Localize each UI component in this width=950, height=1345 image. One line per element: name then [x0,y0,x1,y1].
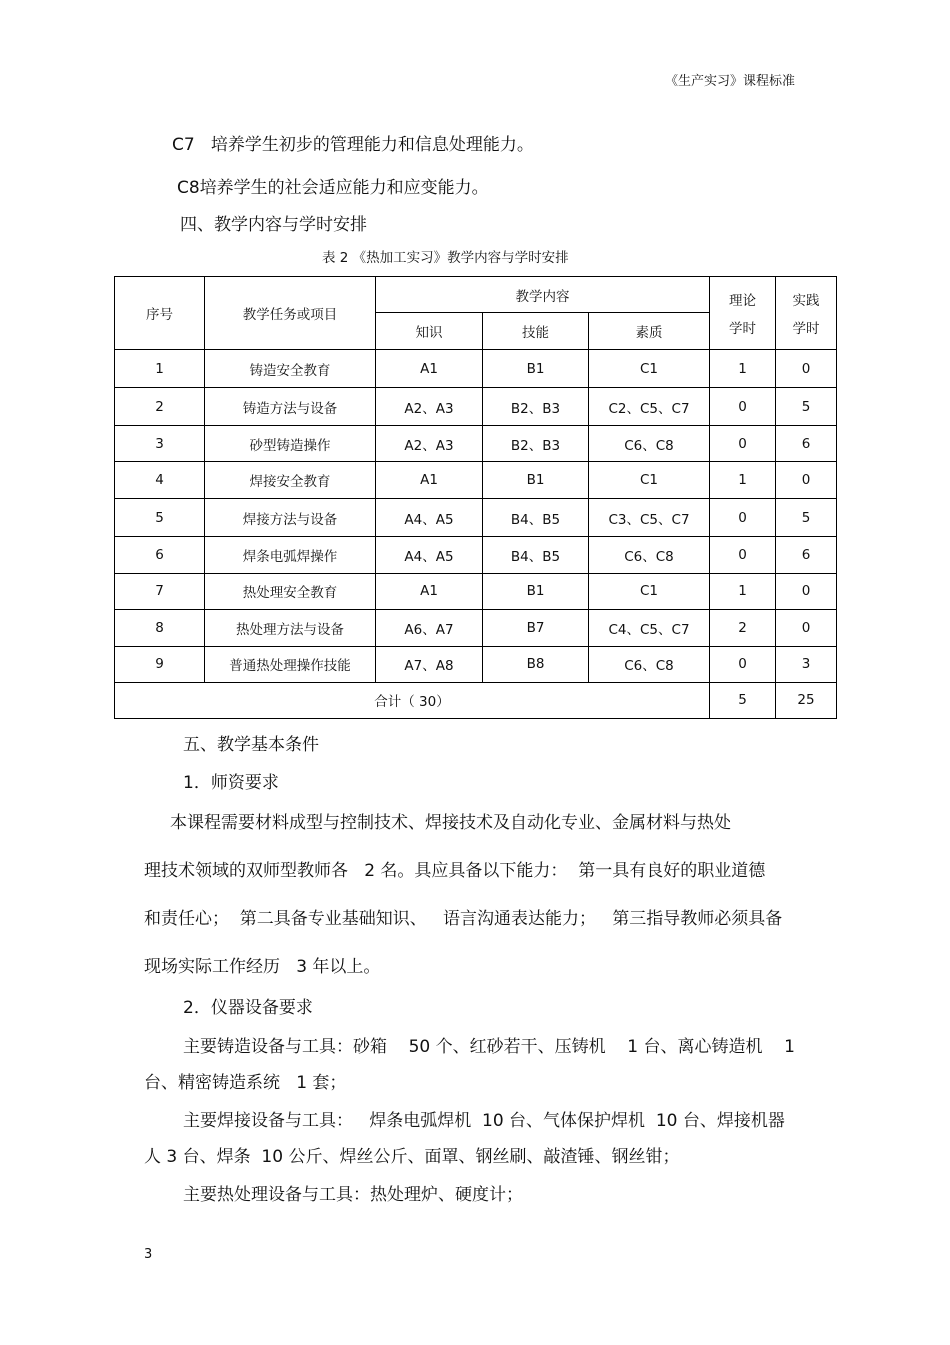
table-header-row [115,277,837,313]
objective-c7: C7 培养学生初步的管理能力和信息处理能力。 [172,135,534,155]
heat-treatment-line: 主要热处理设备与工具：热处理炉、硬度计； [183,1185,523,1205]
cell-theory: 1 [710,573,776,609]
cell-skill: B1 [483,573,589,609]
cell-practice: 0 [776,573,837,609]
header-theory-line2: 学时 [729,321,757,338]
cell-task: 焊接安全教育 [205,462,376,499]
cell-knowledge: A4、A5 [376,536,483,573]
cell-practice: 5 [776,499,837,536]
cell-quality: C3、C5、C7 [589,499,710,536]
cell-skill: B2、B3 [483,388,589,426]
cell-skill: B7 [483,609,589,646]
cell-quality: C6、C8 [589,646,710,682]
cell-practice: 0 [776,609,837,646]
para1-line2: 理技术领域的双师型教师各 2 名。具应具备以下能力： 第一具有良好的职业道德 [144,861,766,881]
casting-line2: 台、精密铸造系统 1 套； [144,1073,347,1093]
cell-skill: B4、B5 [483,536,589,573]
cell-practice: 0 [776,462,837,499]
cell-seq: 4 [115,462,205,499]
header-practice [776,277,837,350]
cell-practice: 0 [776,350,837,388]
cell-knowledge: A1 [376,350,483,388]
header-practice-line2: 学时 [792,321,820,338]
section-5-title: 五、教学基本条件 [183,735,319,755]
cell-skill: B1 [483,350,589,388]
cell-theory: 0 [710,388,776,426]
cell-quality: C2、C5、C7 [589,388,710,426]
cell-task: 热处理安全教育 [205,573,376,609]
table-row [115,536,837,573]
cell-skill: B2、B3 [483,426,589,462]
cell-theory: 0 [710,646,776,682]
cell-practice: 6 [776,426,837,462]
cell-seq: 6 [115,536,205,573]
objective-c8: C8培养学生的社会适应能力和应变能力。 [177,178,489,198]
table-row [115,350,837,388]
cell-knowledge: A6、A7 [376,609,483,646]
cell-task: 铸造安全教育 [205,350,376,388]
cell-knowledge: A2、A3 [376,388,483,426]
cell-skill: B8 [483,646,589,682]
table-row [115,426,837,462]
header-content: 教学内容 [376,277,710,313]
welding-line1: 主要焊接设备与工具： 焊条电弧焊机 10 台、气体保护焊机 10 台、焊接机器 [183,1111,785,1131]
cell-practice: 3 [776,646,837,682]
para1-line3: 和责任心； 第二具备专业基础知识、 语言沟通表达能力； 第三指导教师必须具备 [144,909,783,929]
cell-quality: C6、C8 [589,426,710,462]
schedule-table [114,276,837,719]
total-practice: 25 [776,682,837,718]
cell-seq: 3 [115,426,205,462]
table-row [115,573,837,609]
table-caption: 表 2 《热加工实习》教学内容与学时安排 [322,250,569,266]
table-row [115,388,837,426]
total-theory: 5 [710,682,776,718]
cell-knowledge: A2、A3 [376,426,483,462]
cell-quality: C4、C5、C7 [589,609,710,646]
table-row [115,499,837,536]
table-total-row [115,682,837,718]
cell-quality: C6、C8 [589,536,710,573]
header-skill: 技能 [483,313,589,350]
cell-quality: C1 [589,350,710,388]
para1-line4: 现场实际工作经历 3 年以上。 [144,957,381,977]
header-theory [710,277,776,350]
cell-theory: 0 [710,499,776,536]
cell-knowledge: A1 [376,462,483,499]
cell-seq: 8 [115,609,205,646]
para1-line1: 本课程需要材料成型与控制技术、焊接技术及自动化专业、金属材料与热处 [170,813,731,833]
table-row [115,646,837,682]
cell-task: 焊条电弧焊操作 [205,536,376,573]
table-row [115,609,837,646]
cell-knowledge: A4、A5 [376,499,483,536]
header-seq: 序号 [115,277,205,350]
page-number: 3 [144,1247,153,1262]
header-quality: 素质 [589,313,710,350]
cell-theory: 2 [710,609,776,646]
subsection-1-title: 1．师资要求 [183,773,279,793]
subsection-2-title: 2．仪器设备要求 [183,998,313,1018]
cell-theory: 1 [710,462,776,499]
cell-seq: 9 [115,646,205,682]
cell-seq: 5 [115,499,205,536]
cell-task: 普通热处理操作技能 [205,646,376,682]
cell-quality: C1 [589,462,710,499]
header-practice-line1: 实践 [792,293,820,310]
cell-task: 砂型铸造操作 [205,426,376,462]
cell-knowledge: A1 [376,573,483,609]
cell-practice: 6 [776,536,837,573]
cell-skill: B4、B5 [483,499,589,536]
cell-theory: 0 [710,426,776,462]
cell-seq: 2 [115,388,205,426]
welding-line2: 人 3 台、焊条 10 公斤、焊丝公斤、面罩、钢丝刷、敲渣锤、钢丝钳； [144,1147,680,1167]
cell-task: 焊接方法与设备 [205,499,376,536]
cell-theory: 0 [710,536,776,573]
cell-quality: C1 [589,573,710,609]
page-header: 《生产实习》课程标准 [665,74,796,89]
section-4-title: 四、教学内容与学时安排 [180,215,367,235]
total-label: 合计（ 30） [115,682,710,718]
cell-task: 热处理方法与设备 [205,609,376,646]
cell-practice: 5 [776,388,837,426]
cell-seq: 7 [115,573,205,609]
cell-task: 铸造方法与设备 [205,388,376,426]
cell-seq: 1 [115,350,205,388]
table-row [115,462,837,499]
casting-line1: 主要铸造设备与工具：砂箱 50 个、红砂若干、压铸机 1 台、离心铸造机 1 [183,1037,795,1057]
cell-theory: 1 [710,350,776,388]
cell-skill: B1 [483,462,589,499]
header-knowledge: 知识 [376,313,483,350]
header-theory-line1: 理论 [729,293,757,310]
header-task: 教学任务或项目 [205,277,376,350]
cell-knowledge: A7、A8 [376,646,483,682]
